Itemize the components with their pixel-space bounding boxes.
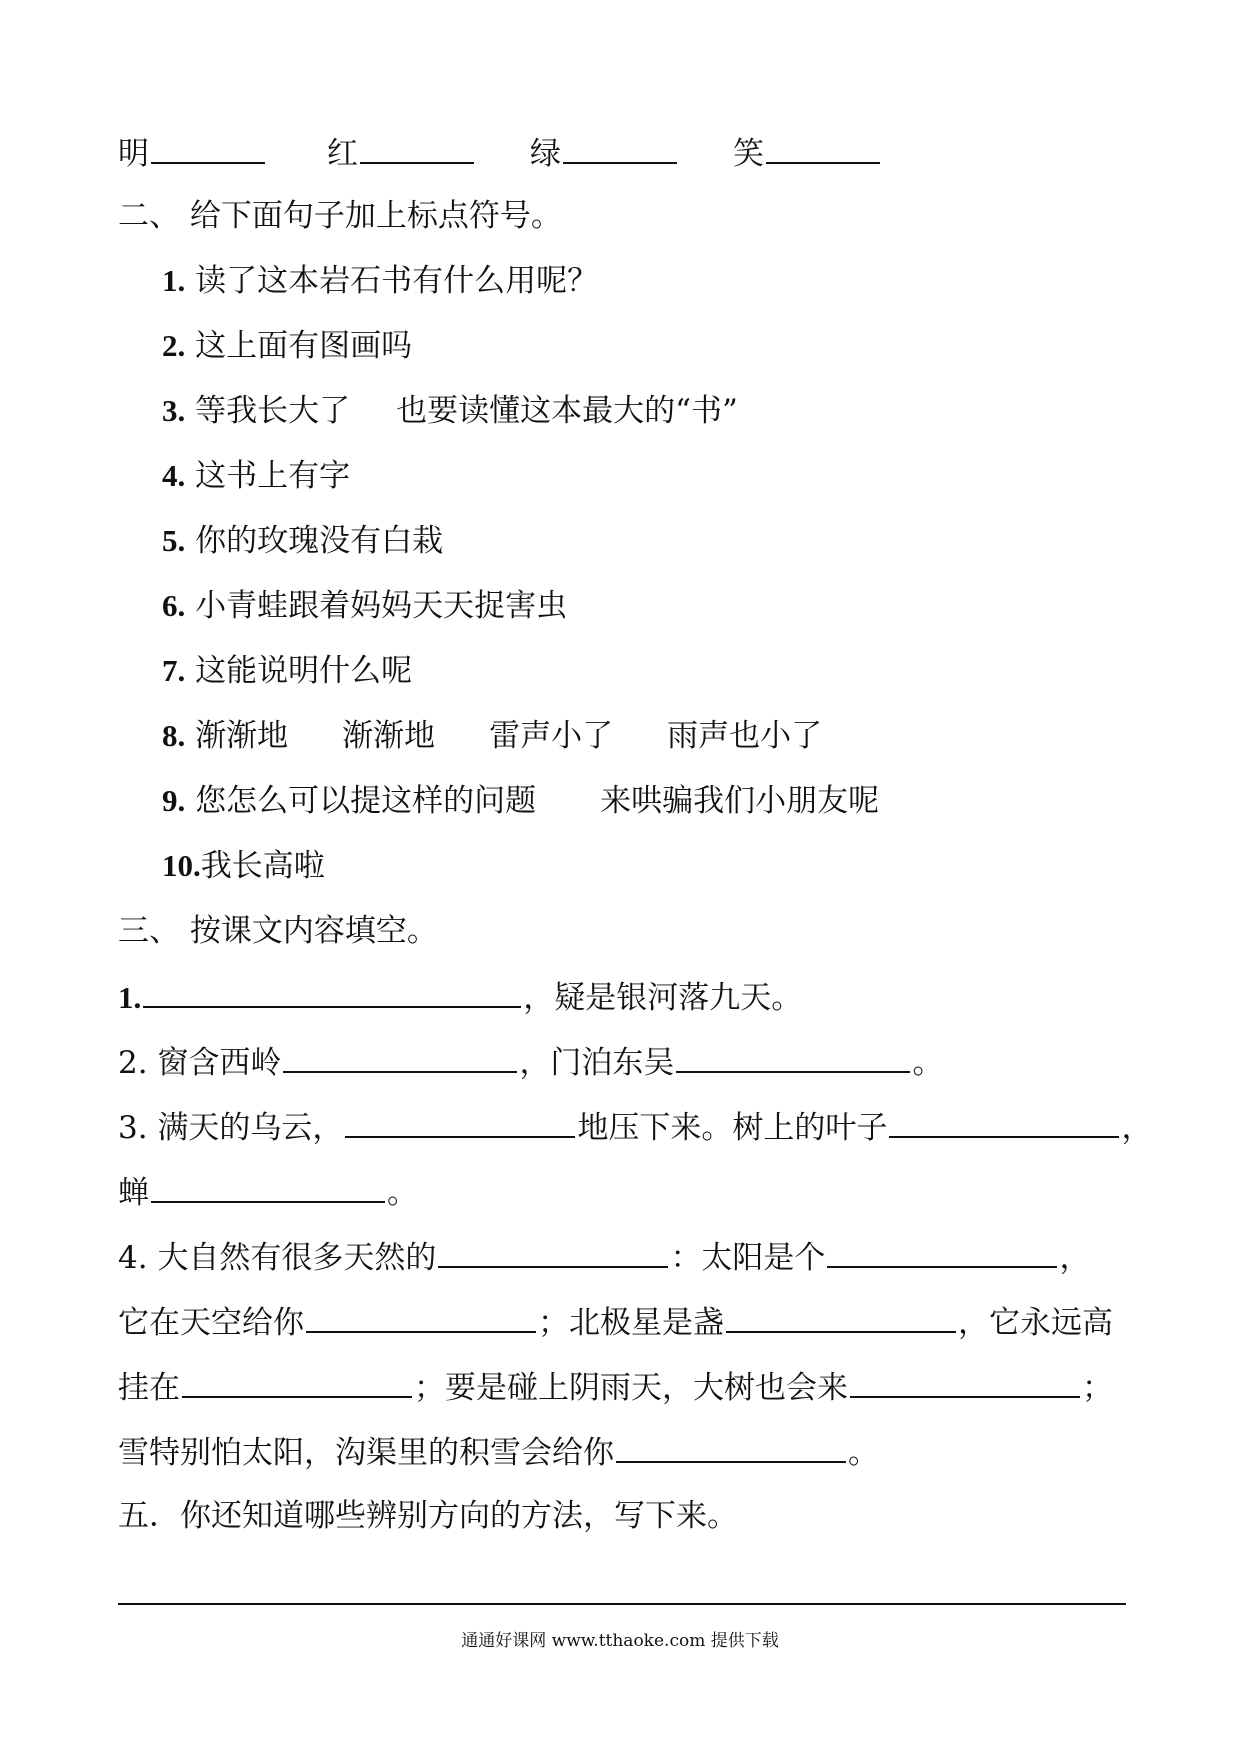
fill-text: ；北极星是盏 xyxy=(538,1305,724,1341)
fill-text: 。 xyxy=(848,1435,879,1471)
fill-text: ； xyxy=(1082,1370,1113,1406)
sentence-4 xyxy=(162,456,350,496)
sentence-text: 渐渐地 xyxy=(342,718,436,754)
fill-text: 蝉 xyxy=(118,1175,149,1211)
fill-blank[interactable] xyxy=(345,1106,575,1138)
fill-line-7 xyxy=(118,1366,1113,1408)
word-hong: 红 xyxy=(327,136,358,172)
fill-blank[interactable] xyxy=(827,1236,1057,1268)
fill-text: ， xyxy=(1121,1110,1153,1146)
item-number: 5. xyxy=(162,523,186,558)
fill-line-4 xyxy=(118,1171,418,1213)
sentence-9 xyxy=(162,781,879,821)
fill-blank[interactable] xyxy=(151,1171,385,1203)
footer-text: 通通好课网 www.tthaoke.com 提供下载 xyxy=(461,1631,779,1651)
item-number: 3. xyxy=(162,393,186,428)
sentence-3 xyxy=(162,391,738,431)
sentence-5 xyxy=(162,521,443,561)
fill-blank[interactable] xyxy=(143,976,521,1008)
fill-line-1 xyxy=(118,976,802,1018)
sentence-text: 读了这本岩石书有什么用呢？ xyxy=(195,263,599,299)
fill-line-5 xyxy=(118,1236,1090,1278)
fill-text: ；要是碰上阴雨天，大树也会来 xyxy=(414,1370,848,1406)
sentence-text: 也要读懂这本最大的“书” xyxy=(396,393,738,429)
item-number: 7. xyxy=(162,653,186,688)
sentence-text: 这上面有图画吗 xyxy=(195,328,413,364)
blank-lv[interactable] xyxy=(563,132,677,164)
sentence-text: 雷声小了 xyxy=(489,718,614,754)
fill-text: 雪特别怕太阳，沟渠里的积雪会给你 xyxy=(118,1435,614,1471)
item-number: 3. xyxy=(118,1110,148,1146)
word-row xyxy=(118,132,882,174)
fill-blank[interactable] xyxy=(676,1041,910,1073)
fill-line-8 xyxy=(118,1431,879,1473)
answer-line[interactable] xyxy=(118,1603,1126,1605)
sentence-text: 来哄骗我们小朋友呢 xyxy=(600,783,880,819)
fill-text: 它在天空给你 xyxy=(118,1305,304,1341)
sentence-text: 我长高啦 xyxy=(200,848,325,884)
item-number: 4. xyxy=(162,458,186,493)
item-number: 2. xyxy=(162,328,186,363)
word-lv: 绿 xyxy=(530,136,561,172)
fill-blank[interactable] xyxy=(306,1301,536,1333)
fill-line-6 xyxy=(118,1301,1113,1343)
item-number: 6. xyxy=(162,588,186,623)
sentence-text: 小青蛙跟着妈妈天天捉害虫 xyxy=(195,588,568,624)
blank-xiao[interactable] xyxy=(766,132,880,164)
fill-text: ：太阳是个 xyxy=(670,1240,826,1276)
fill-text: 满天的乌云， xyxy=(157,1110,344,1146)
sentence-text: 雨声也小了 xyxy=(667,718,823,754)
sentence-10 xyxy=(162,846,325,886)
fill-line-2 xyxy=(118,1041,943,1083)
section-5-title: 五．你还知道哪些辨别方向的方法，写下来。 xyxy=(118,1498,738,1534)
fill-blank[interactable] xyxy=(889,1106,1119,1138)
fill-line-3 xyxy=(118,1106,1152,1148)
fill-text: 大自然有很多天然的 xyxy=(157,1240,437,1276)
fill-text: ，门泊东吴 xyxy=(519,1045,675,1081)
fill-text: ，疑是银河落九天。 xyxy=(523,980,803,1016)
fill-blank[interactable] xyxy=(726,1301,956,1333)
fill-blank[interactable] xyxy=(283,1041,517,1073)
section-3-title: 三、 按课文内容填空。 xyxy=(118,913,438,949)
item-number: 9. xyxy=(162,783,186,818)
sentence-text: 这能说明什么呢 xyxy=(195,653,413,689)
section-2-title: 二、 给下面句子加上标点符号。 xyxy=(118,198,562,234)
fill-text: ， xyxy=(1059,1240,1091,1276)
sentence-text: 渐渐地 xyxy=(195,718,289,754)
sentence-7 xyxy=(162,651,412,691)
sentence-6 xyxy=(162,586,567,626)
fill-text: 。 xyxy=(387,1175,418,1211)
blank-hong[interactable] xyxy=(360,132,474,164)
sentence-8 xyxy=(162,716,822,756)
sentence-text: 等我长大了 xyxy=(195,393,351,429)
item-number: 2. xyxy=(118,1045,148,1081)
fill-text: 地压下来。树上的叶子 xyxy=(577,1110,888,1146)
item-number: 8. xyxy=(162,718,186,753)
sentence-text: 这书上有字 xyxy=(195,458,351,494)
item-number: 4. xyxy=(118,1240,148,1276)
sentence-1 xyxy=(162,261,598,301)
word-ming: 明 xyxy=(118,136,149,172)
word-xiao: 笑 xyxy=(733,136,764,172)
fill-text: 。 xyxy=(912,1045,944,1081)
fill-text: 窗含西岭 xyxy=(157,1045,282,1081)
sentence-text: 你的玫瑰没有白栽 xyxy=(195,523,444,559)
fill-text: 挂在 xyxy=(118,1370,180,1406)
item-number: 1. xyxy=(118,980,142,1015)
fill-text: ，它永远高 xyxy=(958,1305,1113,1341)
fill-blank[interactable] xyxy=(182,1366,412,1398)
item-number: 10. xyxy=(162,848,201,883)
fill-blank[interactable] xyxy=(438,1236,668,1268)
sentence-2 xyxy=(162,326,412,366)
fill-blank[interactable] xyxy=(616,1431,846,1463)
blank-ming[interactable] xyxy=(151,132,265,164)
sentence-text: 您怎么可以提这样的问题 xyxy=(195,783,537,819)
fill-blank[interactable] xyxy=(850,1366,1080,1398)
item-number: 1. xyxy=(162,263,186,298)
